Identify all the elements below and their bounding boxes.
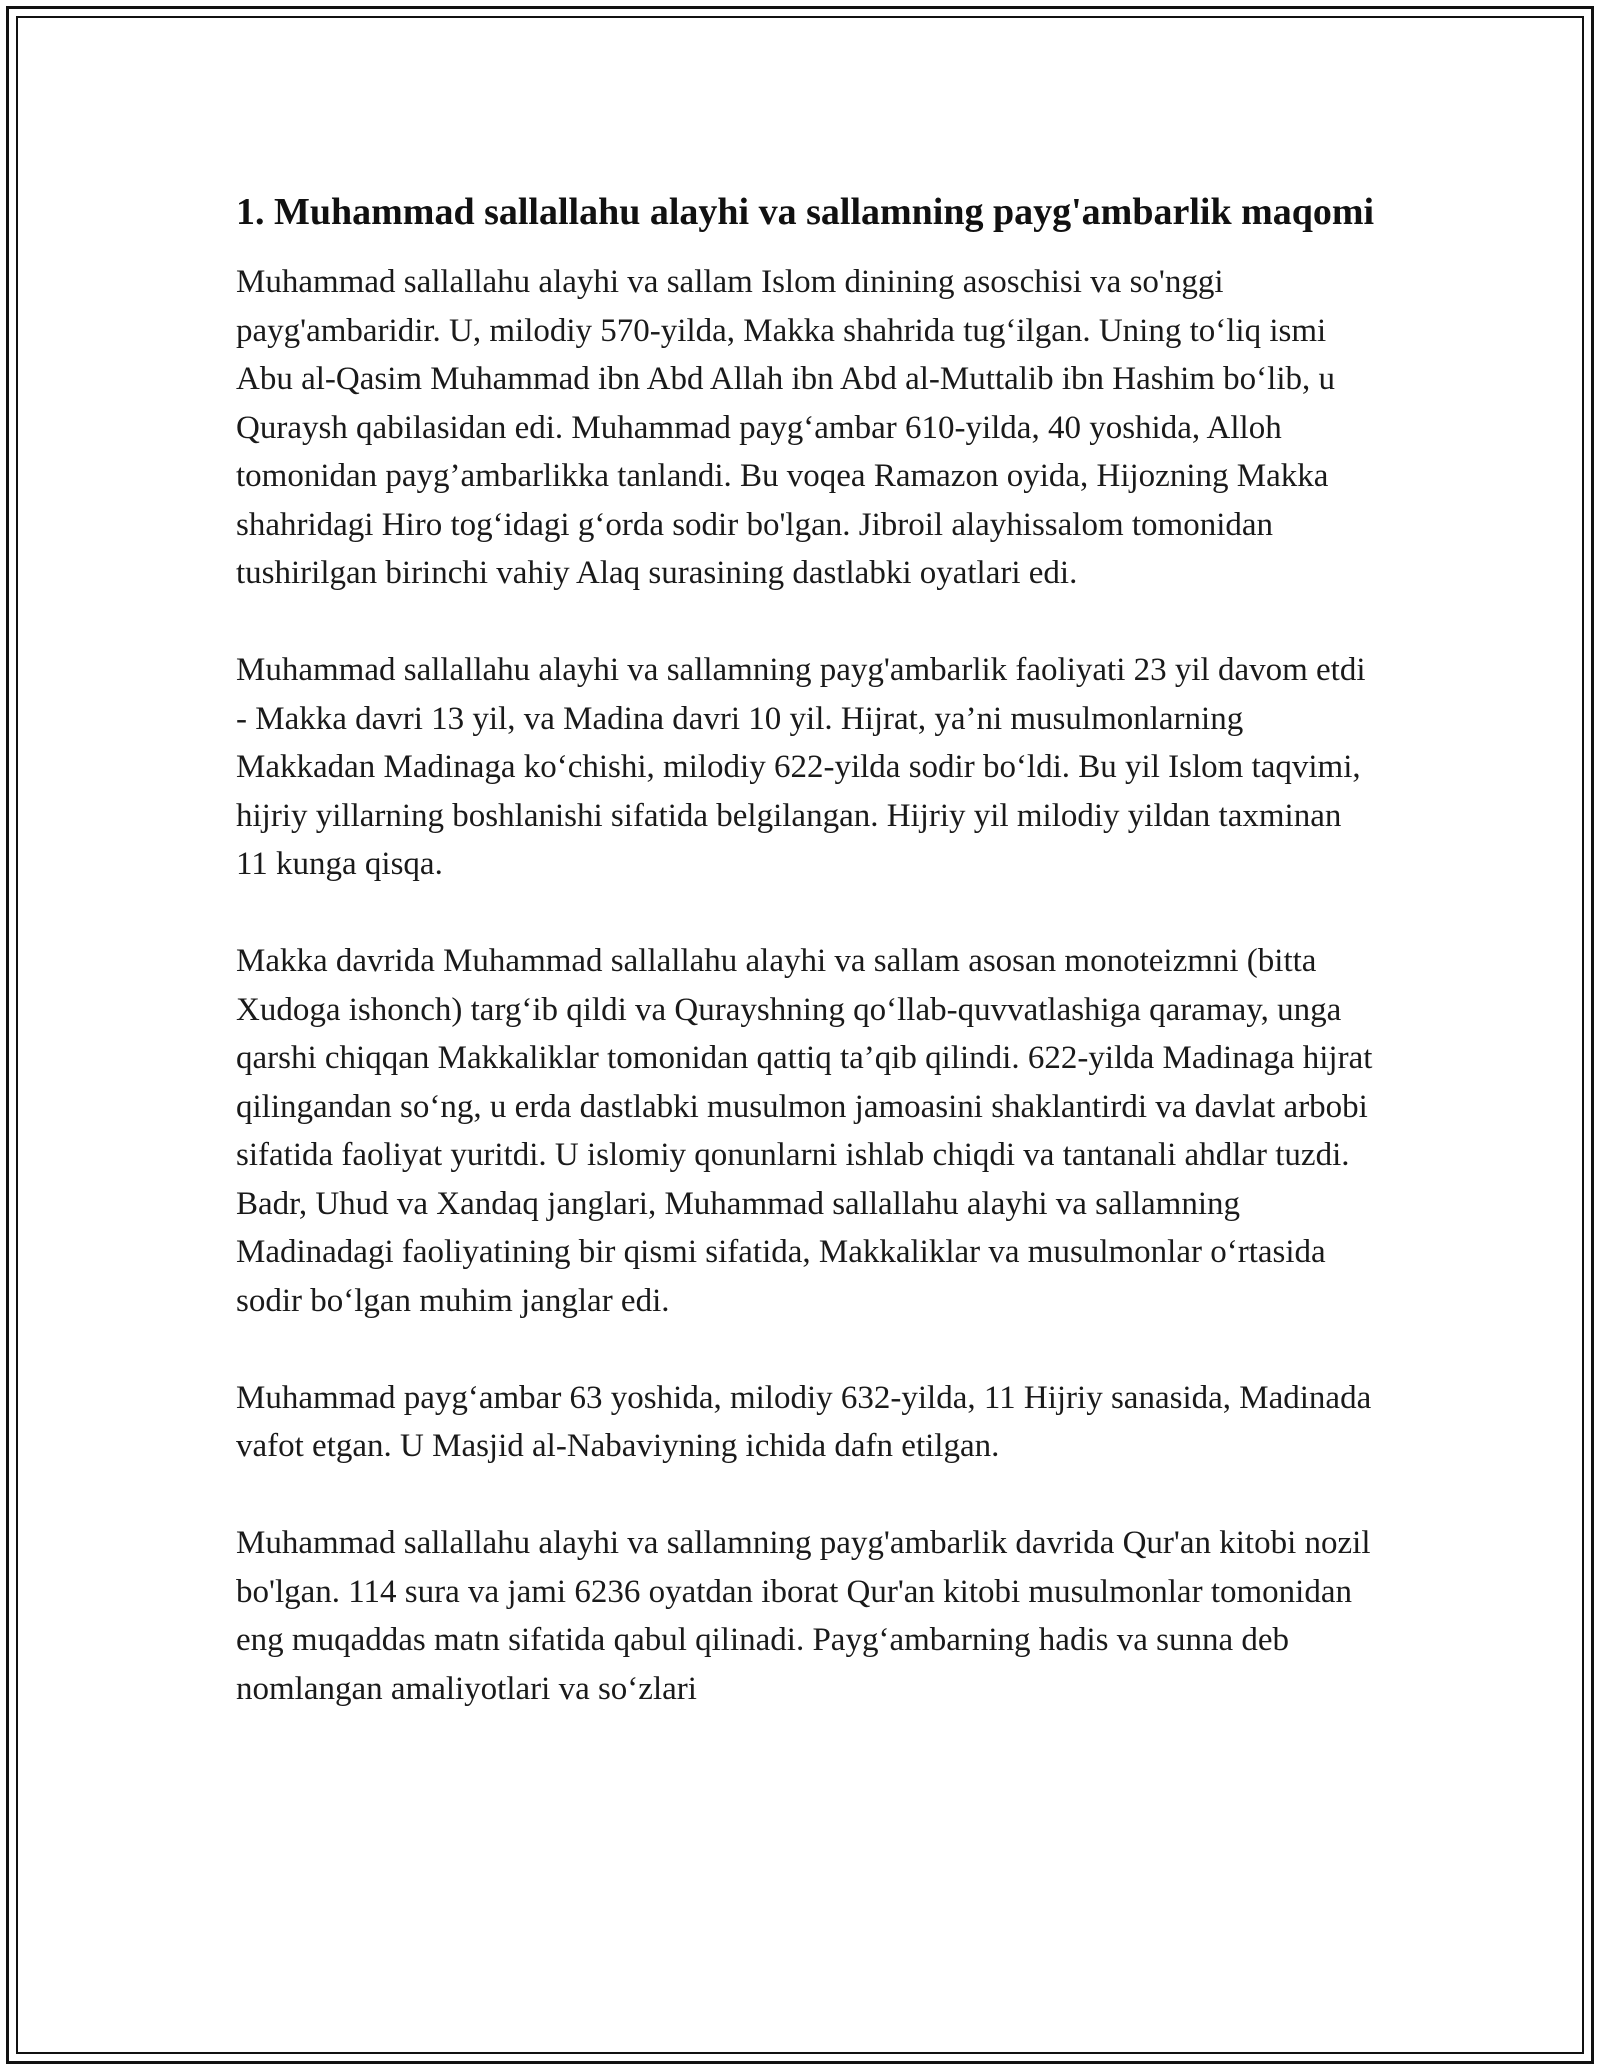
paragraph-quran: Muhammad sallallahu alayhi va sallamning payg'ambarlik davrida Qur'an kitobi nozil bo'lgan. 114 sura va jami 6236 oyatdan iborat Qur'an kitobi musulmonlar tomonidan eng muqaddas matn sifatida qabul qilinadi. Payg‘ambarning hadis va sunna deb nomlangan amaliyotlari va so‘zlari [236,1525,1371,1707]
paragraph-makka-madina-period: Makka davrida Muhammad sallallahu alayhi va sallam asosan monoteizmni (bitta Xudoga ishonch) targ‘ib qildi va Qurayshning qo‘llab-quvvatlashiga qaramay, unga qarshi chiqqan Makkaliklar tomonidan qattiq ta’qib qilindi. 622-yilda Madinaga hijrat qilingandan so‘ng, u erda dastlabki musulmon jamoasini shaklantirdi va davlat arbobi sifatida faoliyat yuritdi. U islomiy qonunlarni ishlab chiqdi va tantanali ahdlar tuzdi. Badr, Uhud va Xandaq janglari, Muhammad sallallahu alayhi va sallamning Madinadagi faoliyatining bir qismi sifatida, Makkaliklar va musulmonlar o‘rtasida sodir bo‘lgan muhim janglar edi. [236,943,1373,1319]
section-heading: 1. Muhammad sallallahu alayhi va sallamning payg'ambarlik maqomi [236,191,1375,233]
paragraph-hijrat: Muhammad sallallahu alayhi va sallamning payg'ambarlik faoliyati 23 yil davom etdi - Makka davri 13 yil, va Madina davri 10 yil. Hijrat, ya’ni musulmonlarning Makkadan Madinaga ko‘chishi, milodiy 622-yilda sodir bo‘ldi. Bu yil Islom taqvimi, hijriy yillarning boshlanishi sifatida belgilangan. Hijriy yil milodiy yildan taxminan 11 kunga qisqa. [236,652,1366,882]
document-body [236,184,1376,1713]
paragraph-prophethood-intro: Muhammad sallallahu alayhi va sallam Islom dinining asoschisi va so'nggi payg'ambaridir. U, milodiy 570-yilda, Makka shahrida tug‘ilgan. Uning to‘liq ismi Abu al-Qasim Muhammad ibn Abd Allah ibn Abd al-Muttalib ibn Hashim bo‘lib, u Quraysh qabilasidan edi. Muhammad payg‘ambar 610-yilda, 40 yoshida, Alloh tomonidan payg’ambarlikka tanlandi. Bu voqea Ramazon oyida, Hijozning Makka shahridagi Hiro tog‘idagi g‘orda sodir bo'lgan. Jibroil alayhissalom tomonidan tushirilgan birinchi vahiy Alaq surasining dastlabki oyatlari edi. [236,264,1335,591]
paragraph-death: Muhammad payg‘ambar 63 yoshida, milodiy 632-yilda, 11 Hijriy sanasida, Madinada vafot etgan. U Masjid al-Nabaviyning ichida dafn etilgan. [236,1379,1372,1464]
